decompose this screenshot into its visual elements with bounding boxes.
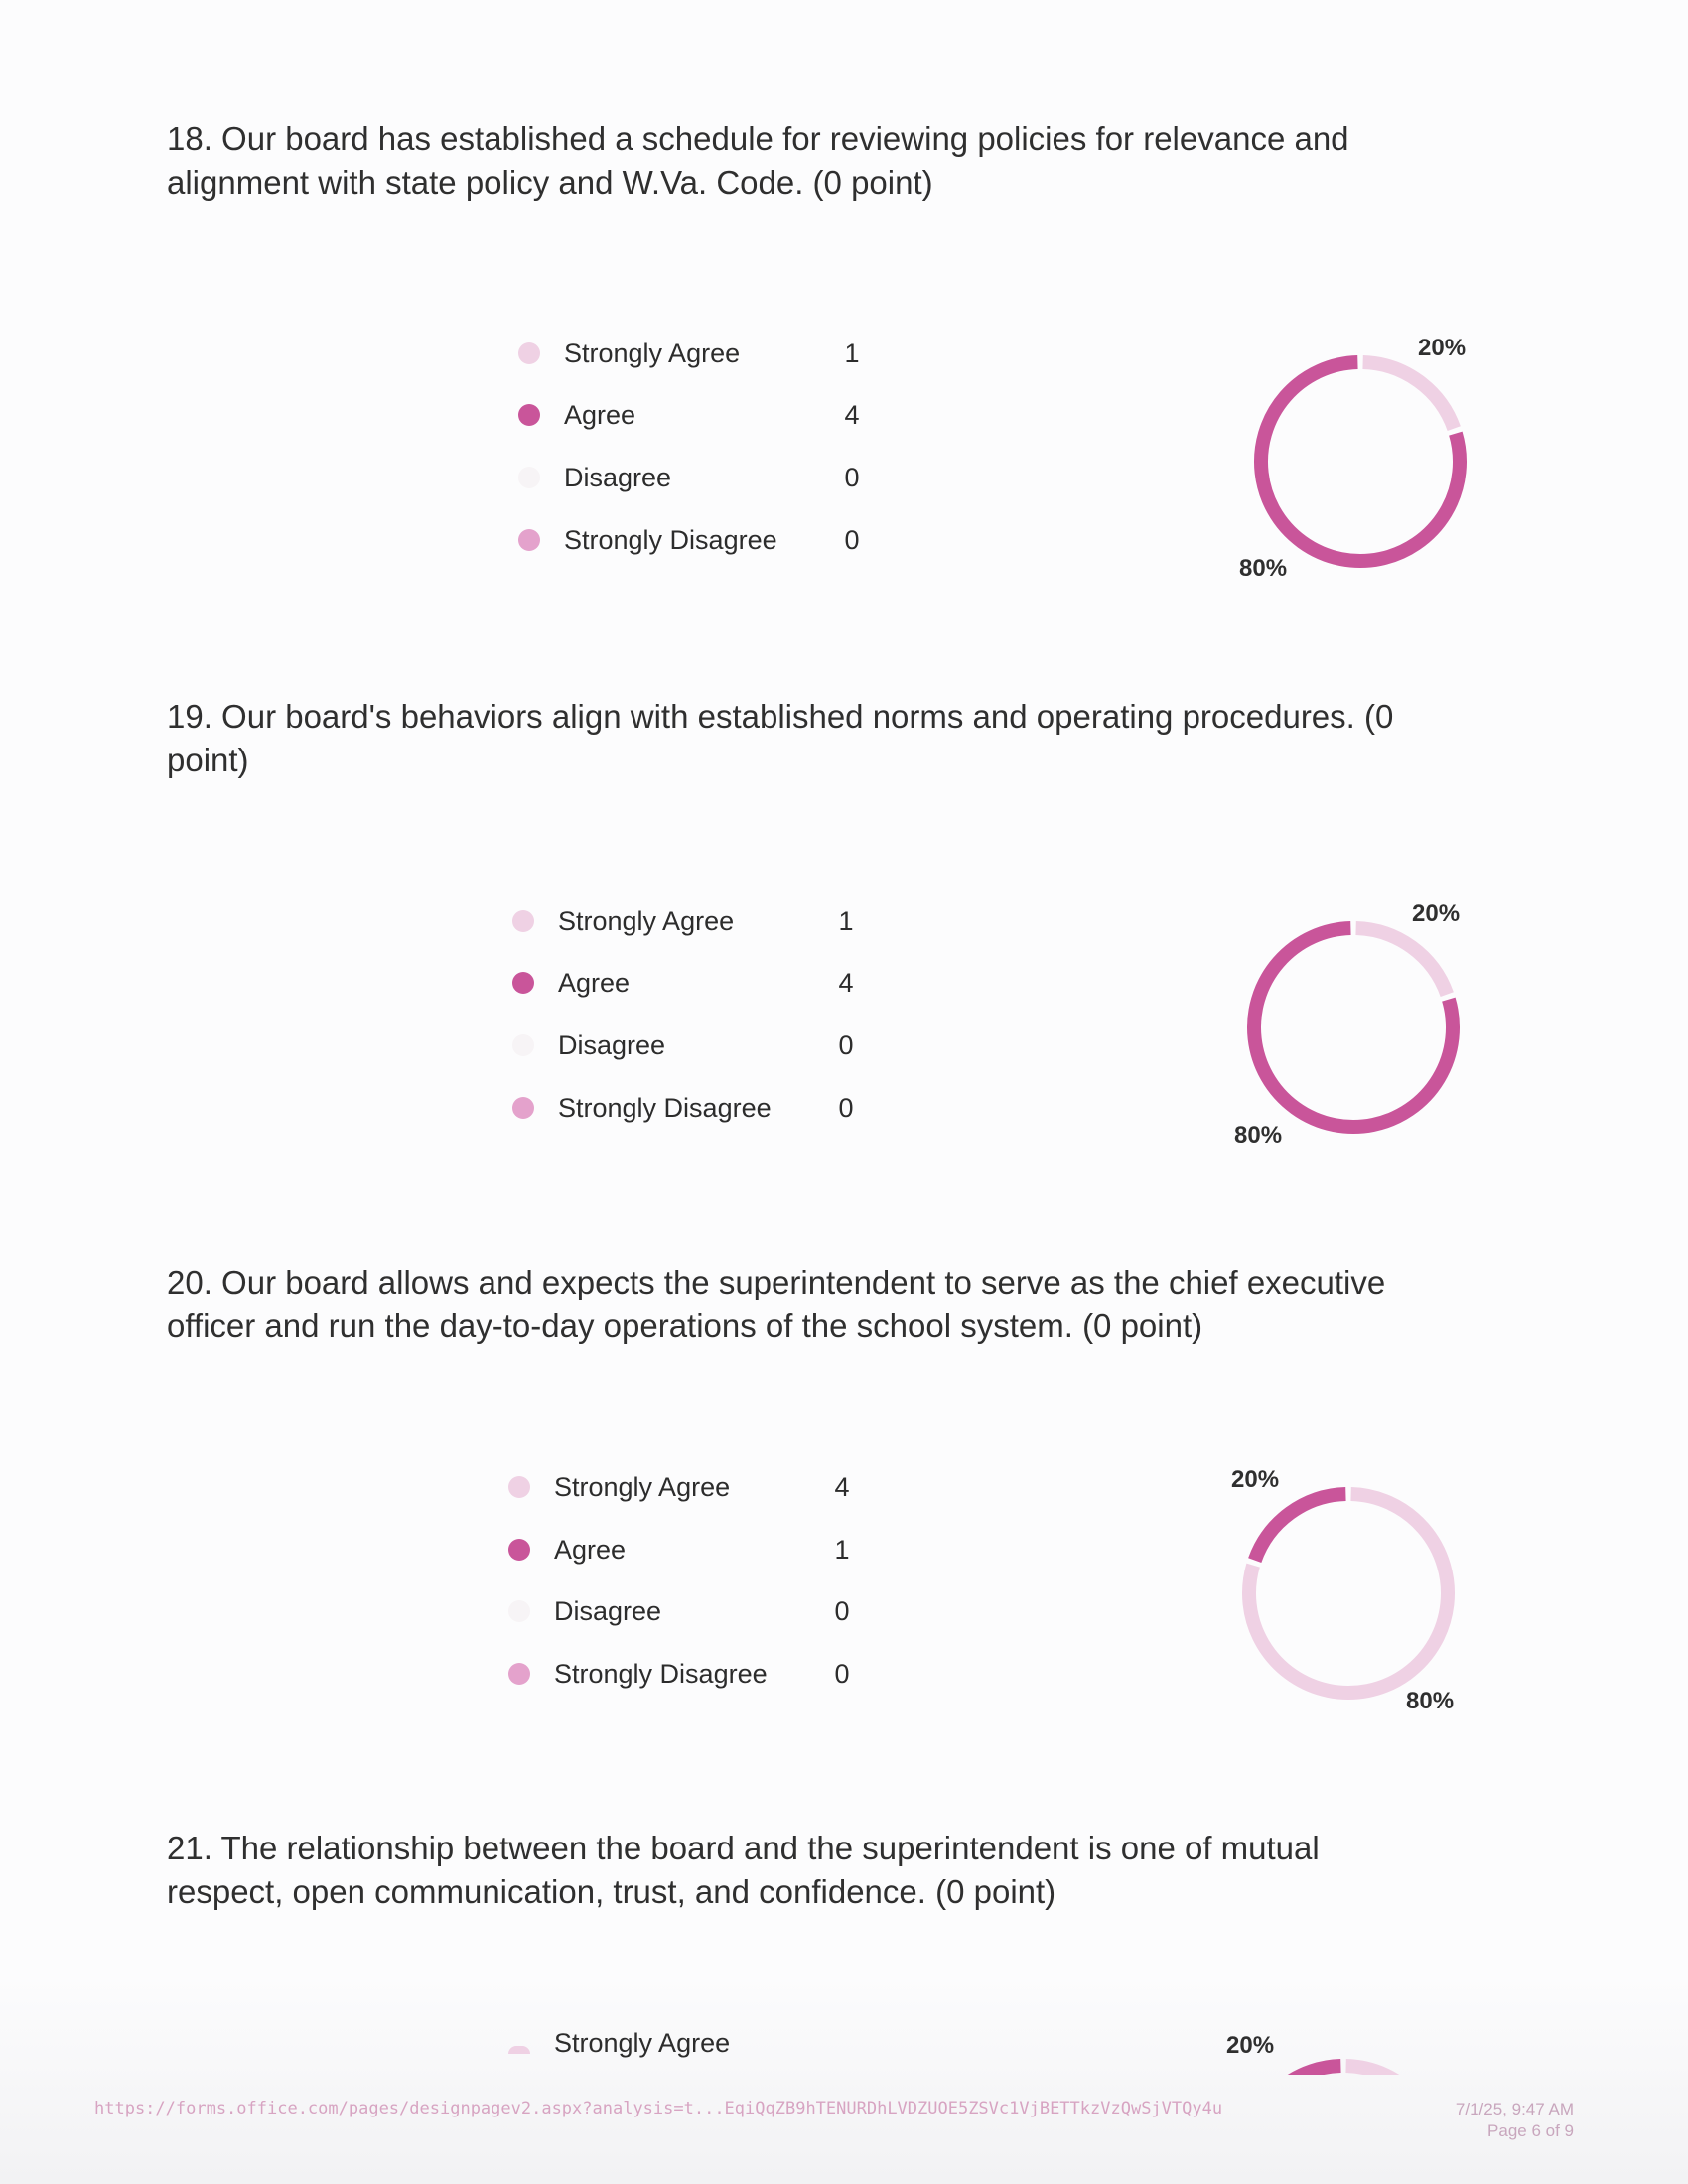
percent-label-small: 20%	[1418, 335, 1467, 361]
legend-item-strongly-agree	[518, 334, 872, 373]
question-title: 18. Our board has established a schedule for reviewing policies for relevance and alignment with state policy and W.Va. Code. (0 point)	[167, 120, 1349, 201]
footer-page-number: Page 6 of 9	[1487, 2121, 1574, 2140]
legend-dot	[512, 1097, 534, 1119]
footer-date: 7/1/25, 9:47 AM	[1455, 2100, 1574, 2118]
legend-item-strongly-disagree	[512, 1088, 866, 1128]
legend-count: 0	[838, 1029, 854, 1060]
legend-item-agree	[508, 1530, 862, 1570]
legend-item-strongly-disagree	[508, 1654, 862, 1694]
legend-item-strongly-agree	[508, 1467, 862, 1507]
percent-label-small: 20%	[1226, 2032, 1275, 2059]
legend-item-disagree	[518, 458, 872, 497]
legend-label: Strongly Disagree	[554, 1658, 768, 1689]
legend-label: Agree	[564, 399, 636, 430]
legend-dot	[518, 467, 540, 488]
legend-item-strongly-agree	[508, 2023, 862, 2063]
legend-item-disagree	[508, 1591, 862, 1631]
question-title: 20. Our board allows and expects the superintendent to serve as the chief executive officer and run the day-to-day operations of the school system. (0 point)	[167, 1264, 1386, 1344]
donut-chart	[1246, 347, 1475, 576]
legend-label: Disagree	[558, 1029, 666, 1060]
legend-label: Strongly Disagree	[558, 1092, 772, 1123]
donut-slice-agree	[1255, 1494, 1346, 1561]
legend-label: Disagree	[564, 462, 672, 492]
legend-label: Strongly Agree	[564, 338, 741, 368]
donut-slice-strongly-agree	[1363, 362, 1455, 429]
legend-dot	[508, 1476, 530, 1498]
legend-dot	[508, 1600, 530, 1622]
legend-count: 0	[834, 1658, 850, 1689]
legend-label: Disagree	[554, 1595, 662, 1626]
donut-chart	[1239, 913, 1468, 1142]
legend-label: Agree	[558, 967, 631, 998]
legend-dot	[512, 1034, 534, 1056]
legend-count: 4	[844, 399, 860, 430]
legend-label: Agree	[554, 1534, 627, 1565]
legend-count: 1	[834, 1534, 850, 1565]
donut-slice-strongly-agree	[1356, 928, 1448, 995]
donut-slice-strongly-agree	[1346, 2066, 1437, 2075]
legend-label: Strongly Agree	[558, 905, 735, 936]
legend-count: 0	[838, 1092, 854, 1123]
percent-label-large: 80%	[1234, 1122, 1283, 1149]
legend-item-disagree	[512, 1025, 866, 1065]
legend-dot	[512, 972, 534, 994]
legend-dot	[518, 404, 540, 426]
legend-dot	[512, 910, 534, 932]
legend-item-strongly-agree	[512, 901, 866, 941]
donut-chart	[1234, 1479, 1463, 1707]
legend-count: 1	[844, 338, 860, 368]
legend-label: Strongly Agree	[554, 2027, 731, 2058]
legend-dot	[518, 342, 540, 364]
legend-item-agree	[518, 395, 872, 435]
legend-label: Strongly Disagree	[564, 524, 777, 555]
question-title: 19. Our board's behaviors align with established norms and operating procedures. (0 point)	[167, 698, 1394, 778]
legend-count: 4	[838, 967, 854, 998]
legend-count: 1	[838, 905, 854, 936]
percent-label-small: 20%	[1231, 1466, 1280, 1493]
percent-label-small: 20%	[1412, 900, 1461, 927]
legend-dot	[508, 1539, 530, 1561]
footer-date-block	[1456, 2099, 1574, 2142]
legend-dot	[508, 1663, 530, 1685]
legend-dot	[508, 2046, 530, 2054]
percent-label-large: 80%	[1239, 555, 1288, 582]
legend-item-strongly-disagree	[518, 520, 872, 560]
legend-count: 0	[834, 1595, 850, 1626]
percent-label-large: 80%	[1406, 1688, 1455, 1714]
legend-dot	[518, 529, 540, 551]
question-title: 21. The relationship between the board and the superintendent is one of mutual respect, open communication, trust, and confidence. (0 point)	[167, 1830, 1320, 1910]
donut-chart-partial	[1229, 2051, 1458, 2075]
scan-shadow	[0, 1976, 1688, 2184]
legend-count: 4	[834, 1471, 850, 1502]
donut-slice-agree	[1249, 2066, 1340, 2075]
legend-count: 0	[844, 524, 860, 555]
legend-item-agree	[512, 963, 866, 1003]
legend-count: 0	[844, 462, 860, 492]
footer-url: https://forms.office.com/pages/designpagev2.aspx?analysis=t...EqiQqZB9hTENURDhLVDZUOE5ZSVc1VjBETTkzVzQwSjVTQy4u	[94, 2099, 1223, 2118]
legend-label: Strongly Agree	[554, 1471, 731, 1502]
